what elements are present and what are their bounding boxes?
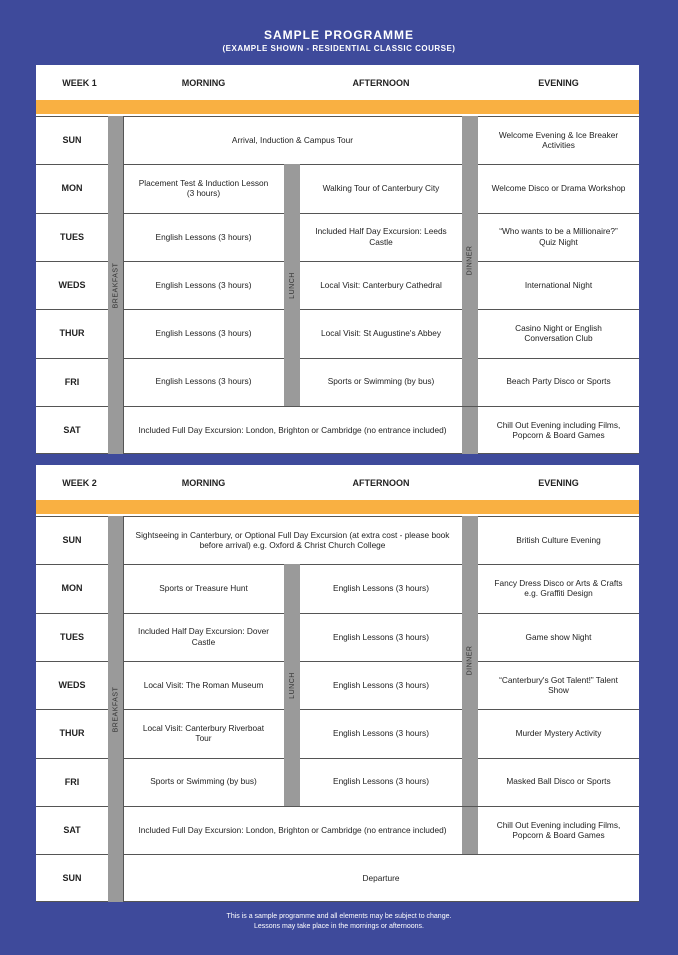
day-label: SAT bbox=[63, 424, 81, 435]
week-label: WEEK 1 bbox=[62, 77, 97, 88]
afternoon-header: AFTERNOON bbox=[352, 477, 410, 488]
morning-activity: Sports or Swimming (by bus) bbox=[150, 776, 257, 787]
evening-header: EVENING bbox=[538, 477, 579, 488]
header-band bbox=[36, 100, 639, 114]
evening-activity: “Who wants to be a Millionaire?” Quiz Night bbox=[499, 226, 618, 247]
morning-activity: Placement Test & Induction Lesson (3 hours) bbox=[138, 178, 269, 199]
week-2-table bbox=[36, 465, 639, 901]
breakfast-bar-label: BREAKFAST bbox=[112, 686, 120, 733]
morning-activity: English Lessons (3 hours) bbox=[155, 376, 252, 387]
afternoon-activity: English Lessons (3 hours) bbox=[333, 776, 429, 787]
day-label: MON bbox=[61, 583, 83, 594]
row-divider bbox=[36, 453, 639, 454]
footer-note bbox=[0, 912, 678, 932]
morning-activity: Local Visit: Canterbury Riverboat Tour bbox=[142, 722, 265, 744]
column-divider bbox=[123, 116, 124, 454]
week-label: WEEK 2 bbox=[62, 477, 97, 488]
lunch-bar bbox=[284, 564, 300, 806]
evening-activity: British Culture Evening bbox=[516, 534, 601, 545]
dinner-bar bbox=[462, 116, 478, 406]
morning-header: MORNING bbox=[181, 477, 226, 488]
afternoon-activity: Walking Tour of Canterbury City bbox=[322, 183, 440, 194]
day-label: FRI bbox=[64, 376, 80, 387]
day-label: SUN bbox=[62, 535, 82, 546]
breakfast-bar bbox=[108, 516, 123, 902]
evening-activity: Chill Out Evening including Films, Popcorn & Board Games bbox=[496, 819, 621, 840]
afternoon-activity: English Lessons (3 hours) bbox=[333, 728, 429, 739]
full-day-activity: Sightseeing in Canterbury, or Optional Full Day Excursion (at extra cost - please book before arrival) e.g. Oxford & Christ Church College bbox=[135, 529, 450, 551]
day-label: TUES bbox=[59, 631, 84, 642]
evening-header: EVENING bbox=[538, 77, 579, 88]
breakfast-bar bbox=[108, 116, 123, 454]
evening-activity: Fancy Dress Disco or Arts & Crafts e.g. Graffiti Design bbox=[494, 578, 623, 599]
breakfast-bar-label: BREAKFAST bbox=[112, 262, 120, 308]
morning-header: MORNING bbox=[181, 77, 226, 88]
full-day-activity: Included Full Day Excursion: London, Brighton or Cambridge (no entrance included) bbox=[138, 424, 447, 435]
lunch-bar-label: LUNCH bbox=[288, 671, 296, 699]
afternoon-activity: Local Visit: St Augustine's Abbey bbox=[321, 328, 441, 339]
day-label: SUN bbox=[62, 873, 82, 884]
day-label: SUN bbox=[62, 135, 82, 146]
dinner-bar-label: DINNER bbox=[466, 645, 474, 676]
dinner-bar bbox=[462, 516, 478, 806]
footer-line-1: This is a sample programme and all elements may be subject to change. bbox=[226, 913, 452, 920]
day-label: WEDS bbox=[58, 680, 86, 691]
morning-activity: Included Half Day Excursion: Dover Castle bbox=[138, 626, 269, 647]
morning-activity: Sports or Treasure Hunt bbox=[159, 583, 248, 594]
lunch-bar bbox=[284, 164, 300, 406]
page-title: SAMPLE PROGRAMME bbox=[263, 28, 414, 42]
evening-activity: “Canterbury's Got Talent!” Talent Show bbox=[499, 674, 618, 696]
afternoon-activity: English Lessons (3 hours) bbox=[333, 679, 429, 690]
dinner-bar-label: DINNER bbox=[466, 245, 474, 276]
evening-activity: Game show Night bbox=[525, 631, 592, 642]
evening-activity: Murder Mystery Activity bbox=[515, 728, 602, 739]
day-label: THUR bbox=[59, 728, 85, 739]
full-day-activity: Arrival, Induction & Campus Tour bbox=[231, 134, 354, 145]
afternoon-header: AFTERNOON bbox=[352, 77, 410, 88]
evening-activity: Casino Night or English Conversation Club bbox=[515, 322, 602, 344]
day-label: FRI bbox=[64, 776, 80, 787]
afternoon-activity: Local Visit: Canterbury Cathedral bbox=[320, 279, 442, 290]
column-divider bbox=[123, 516, 124, 902]
afternoon-activity: English Lessons (3 hours) bbox=[333, 583, 429, 594]
header-band bbox=[36, 500, 639, 514]
morning-activity: English Lessons (3 hours) bbox=[155, 231, 252, 242]
lunch-bar-label: LUNCH bbox=[288, 271, 296, 299]
morning-activity: English Lessons (3 hours) bbox=[155, 328, 252, 339]
evening-activity: Welcome Disco or Drama Workshop bbox=[491, 183, 626, 194]
morning-activity: English Lessons (3 hours) bbox=[155, 279, 252, 290]
afternoon-activity: English Lessons (3 hours) bbox=[333, 631, 429, 642]
day-label: WEDS bbox=[58, 280, 86, 291]
footer-line-2: Lessons may take place in the mornings or afternoons. bbox=[253, 923, 425, 930]
dinner-bar-sat bbox=[462, 407, 478, 454]
day-label: MON bbox=[61, 183, 83, 194]
week-1-table bbox=[36, 65, 639, 454]
evening-activity: Beach Party Disco or Sports bbox=[506, 376, 611, 387]
morning-activity: Local Visit: The Roman Museum bbox=[143, 679, 264, 690]
afternoon-activity: Sports or Swimming (by bus) bbox=[327, 376, 435, 387]
evening-activity: Masked Ball Disco or Sports bbox=[506, 776, 611, 787]
page-subtitle: (EXAMPLE SHOWN - RESIDENTIAL CLASSIC COURSE) bbox=[222, 44, 456, 53]
dinner-bar-sat bbox=[462, 807, 478, 854]
afternoon-activity: Included Half Day Excursion: Leeds Castle bbox=[315, 226, 447, 247]
day-label: TUES bbox=[59, 231, 84, 242]
evening-activity: International Night bbox=[524, 279, 593, 290]
day-label: THUR bbox=[59, 328, 85, 339]
day-label: SAT bbox=[63, 824, 81, 835]
row-divider bbox=[36, 901, 639, 902]
full-day-activity: Included Full Day Excursion: London, Brighton or Cambridge (no entrance included) bbox=[138, 824, 447, 835]
evening-activity: Welcome Evening & Ice Breaker Activities bbox=[498, 129, 619, 151]
evening-activity: Chill Out Evening including Films, Popcorn & Board Games bbox=[496, 419, 621, 440]
full-row-activity: Departure bbox=[362, 873, 400, 884]
